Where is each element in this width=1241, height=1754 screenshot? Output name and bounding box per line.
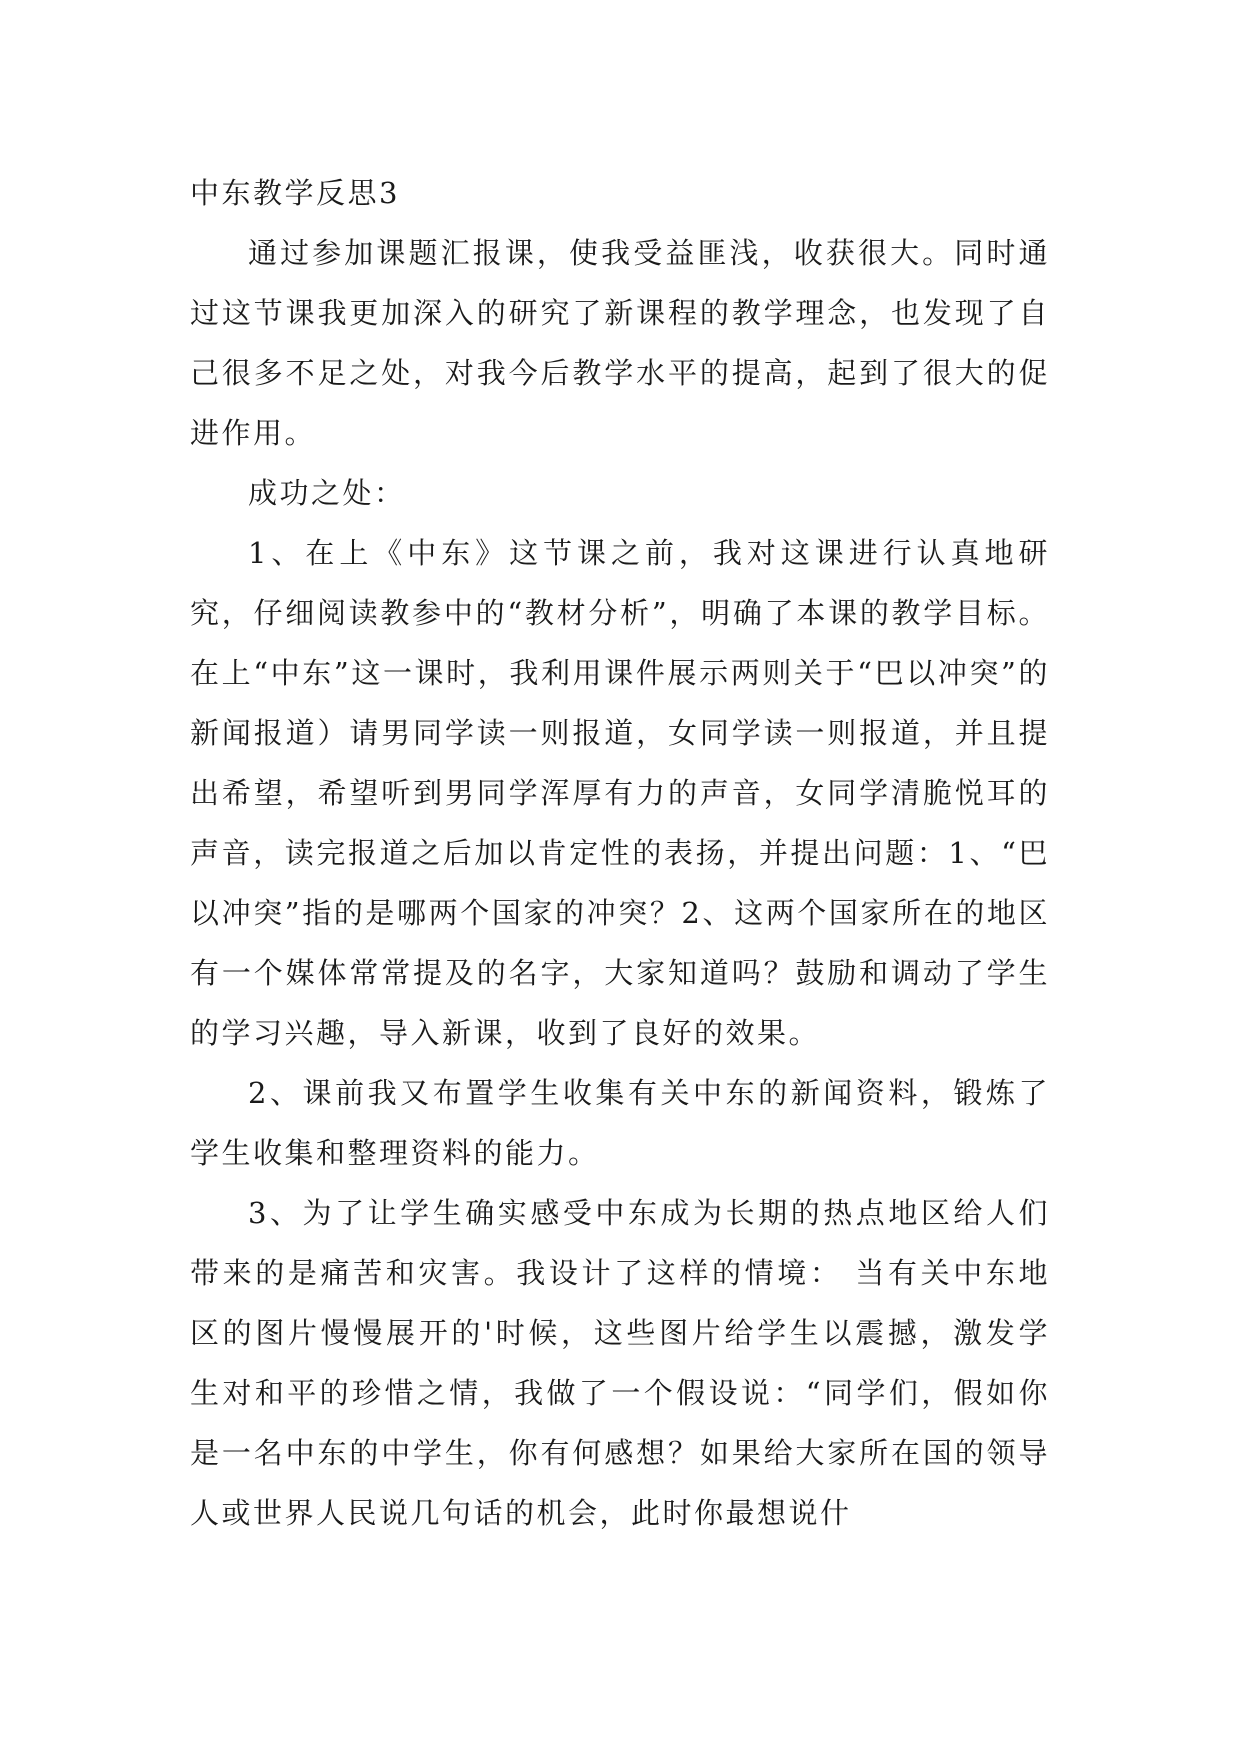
paragraph-point-3: 3、为了让学生确实感受中东成为长期的热点地区给人们带来的是痛苦和灾害。我设计了这样的情境： 当有关中东地区的图片慢慢展开的'时候，这些图片给学生以震撼，激发学生对和平的珍惜之情，我做了一个假设说：“同学们，假如你是一名中东的中学生，你有何感想？如果给大家所在国的领导人或世界人民说几句话的机会，此时你最想说什 <box>190 1196 1050 1530</box>
paragraph-point-1: 1、在上《中东》这节课之前，我对这课进行认真地研究，仔细阅读教参中的“教材分析”，明确了本课的教学目标。在上“中东”这一课时，我利用课件展示两则关于“巴以冲突”的新闻报道）请男同学读一则报道，女同学读一则报道，并且提出希望，希望听到男同学浑厚有力的声音，女同学清脆悦耳的声音，读完报道之后加以肯定性的表扬，并提出问题：1、“巴以冲突”指的是哪两个国家的冲突？2、这两个国家所在的地区有一个媒体常常提及的名字，大家知道吗？鼓励和调动了学生的学习兴趣，导入新课，收到了良好的效果。 <box>190 536 1050 1050</box>
paragraph-success-heading: 成功之处： <box>248 476 406 510</box>
paragraph-intro: 通过参加课题汇报课，使我受益匪浅，收获很大。同时通过这节课我更加深入的研究了新课程的教学理念，也发现了自己很多不足之处，对我今后教学水平的提高，起到了很大的促进作用。 <box>190 236 1050 450</box>
document-title: 中东教学反思3 <box>190 176 400 210</box>
paragraph-point-2: 2、课前我又布置学生收集有关中东的新闻资料，锻炼了学生收集和整理资料的能力。 <box>190 1076 1050 1170</box>
document-body <box>190 163 1050 1543</box>
